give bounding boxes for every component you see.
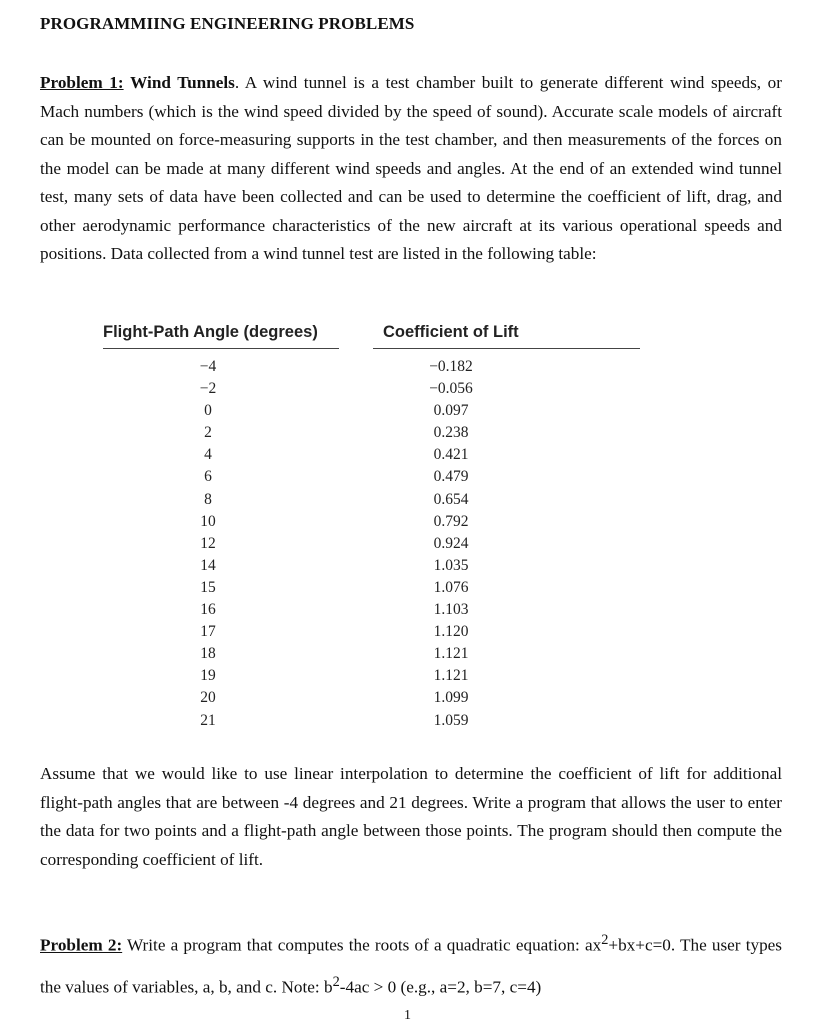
lift-cell: 1.121 (433, 667, 469, 685)
lift-cell: 0.924 (433, 534, 469, 552)
column-header-angle: Flight-Path Angle (degrees) (103, 323, 318, 341)
column-header-lift: Coefficient of Lift (383, 323, 519, 341)
angle-cell: 14 (200, 556, 216, 574)
angle-cell: 15 (200, 578, 216, 596)
lift-cell: −0.182 (429, 358, 473, 375)
lift-cell: 0.238 (433, 424, 469, 442)
problem2-paragraph (40, 922, 782, 1005)
problem2-label: Problem 2: (40, 935, 123, 955)
problem1-task: Assume that we would like to use linear interpolation to determine the coefficient of lift for additional flight-path angles that are between -4 degrees and 21 degrees. Write a program that allows the user to enter the data for two points and a flight-path angle between those points. The program should then compute the corresponding coefficient of lift. (40, 764, 782, 869)
problem2-text-before: Write a program that computes the roots of a quadratic equation: ax (122, 935, 602, 955)
problem2-superscript-1: 2 (601, 932, 609, 948)
lift-cell: 1.121 (433, 645, 469, 663)
lift-cell: 1.076 (433, 578, 469, 596)
header-rule-angle (103, 348, 339, 349)
problem2-superscript-2: 2 (332, 973, 340, 990)
lift-cell: −0.056 (429, 380, 473, 398)
lift-cell: 0.792 (433, 512, 469, 530)
lift-cell: 1.099 (433, 689, 469, 707)
lift-cell: 0.097 (433, 402, 469, 420)
page-title: PROGRAMMIING ENGINEERING PROBLEMS (40, 14, 415, 33)
angle-cell: 2 (204, 424, 212, 442)
problem1-heading: Wind Tunnels (130, 73, 235, 92)
page-number: 1 (404, 1008, 411, 1023)
angle-column (188, 356, 228, 732)
angle-cell: 8 (204, 490, 212, 508)
angle-cell: 0 (204, 402, 212, 420)
angle-cell: 6 (204, 468, 212, 486)
angle-cell: 10 (200, 512, 216, 530)
angle-cell: 20 (200, 689, 216, 707)
angle-cell: 4 (204, 446, 212, 464)
angle-cell: 19 (200, 667, 216, 685)
angle-cell: 12 (200, 534, 216, 552)
lift-column (421, 356, 481, 732)
problem1-text: . A wind tunnel is a test chamber built to generate different wind speeds, or Mach numbers (which is the wind speed divided by the speed of sound). Accurate scale models of aircraft can be mounted on force-measuring supports in the test chamber, and then measurements of the forces on the model can be made at many different wind speeds and angles. At the end of an extended wind tunnel test, many sets of data have been collected and can be used to determine the coefficient of lift, drag, and other aerodynamic performance characteristics of the new aircraft at its various operational speeds and positions. Data collected from a wind tunnel test are listed in the following table: (40, 73, 782, 263)
problem1-label: Problem 1: (40, 73, 124, 92)
angle-cell: −4 (199, 358, 217, 375)
problem2-text-after: -4ac > 0 (e.g., a=2, b=7, c=4) (339, 977, 542, 997)
problem2-text-mid: +bx+c=0. The user types the values of variables, a, b, and c. Note: b (40, 935, 782, 997)
lift-cell: 0.421 (433, 446, 469, 464)
lift-cell: 1.120 (433, 623, 469, 641)
angle-cell: −2 (199, 380, 217, 398)
lift-cell: 0.479 (433, 468, 469, 486)
header-rule-lift (373, 348, 640, 349)
lift-cell: 1.035 (433, 556, 469, 574)
problem1-paragraph (40, 69, 782, 269)
lift-cell: 1.103 (433, 601, 469, 619)
angle-cell: 17 (200, 623, 216, 641)
lift-cell: 0.654 (433, 490, 469, 508)
lift-cell: 1.059 (433, 711, 469, 729)
angle-cell: 16 (200, 601, 216, 619)
angle-cell: 21 (200, 711, 216, 729)
angle-cell: 18 (200, 645, 216, 663)
